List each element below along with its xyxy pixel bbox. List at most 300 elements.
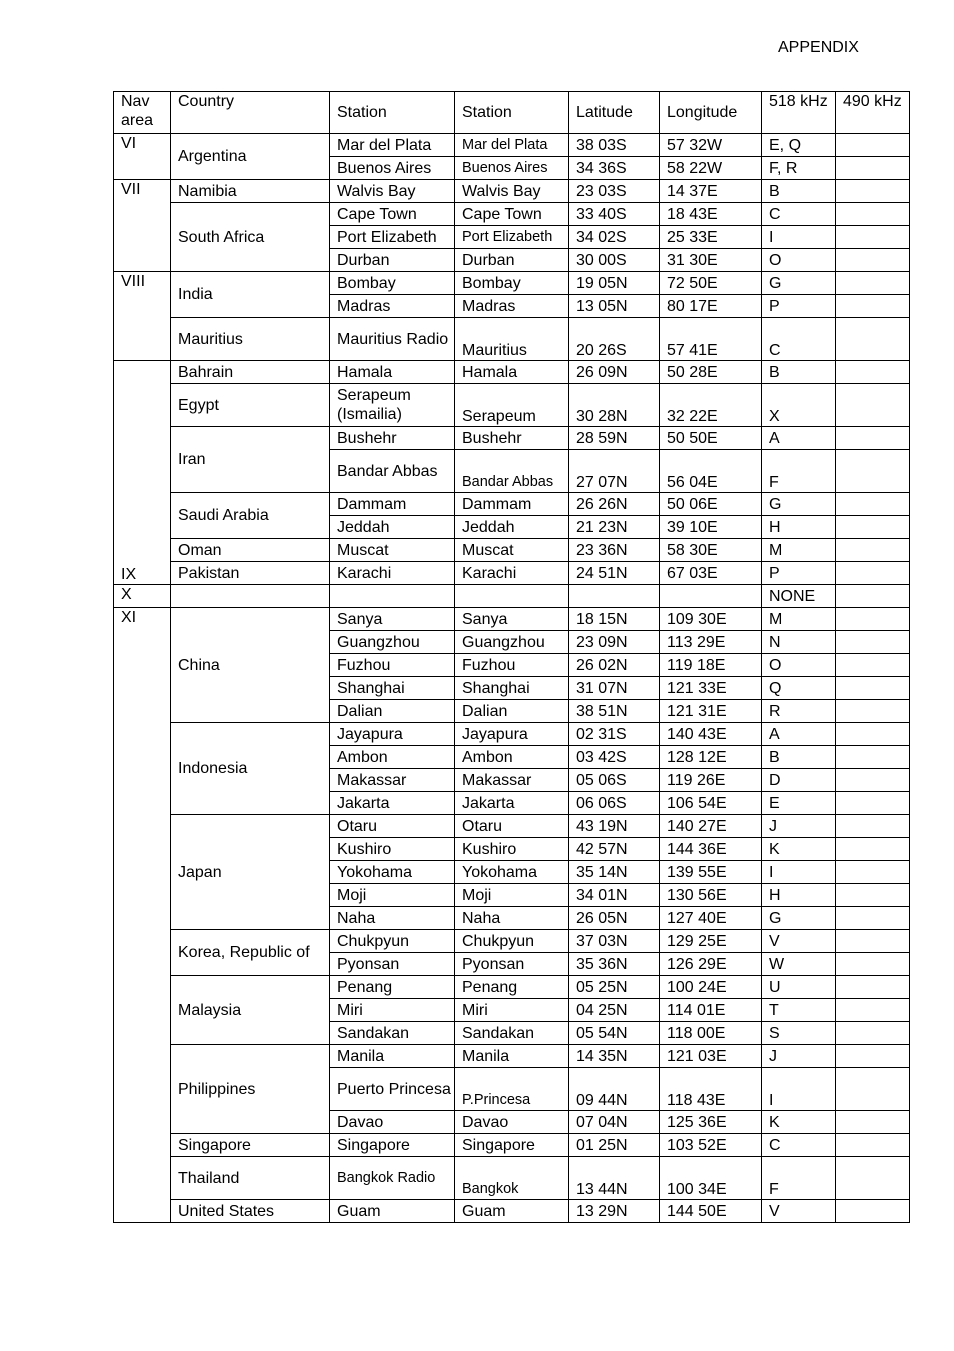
khz518-cell: F [762, 1157, 836, 1200]
latitude-cell: 05 54N [569, 1022, 660, 1045]
station-cell: Fuzhou [330, 654, 455, 677]
station-cell: Mar del Plata [330, 134, 455, 157]
khz490-cell [836, 427, 910, 450]
table-row [114, 427, 910, 450]
station-short-cell: Penang [455, 976, 569, 999]
khz518-cell: S [762, 1022, 836, 1045]
latitude-cell: 14 35N [569, 1045, 660, 1068]
station-cell: Dammam [330, 493, 455, 516]
longitude-cell: 144 50E [660, 1200, 762, 1223]
longitude-cell: 103 52E [660, 1134, 762, 1157]
station-short-cell: Shanghai [455, 677, 569, 700]
table-row [114, 562, 910, 585]
longitude-cell: 140 43E [660, 723, 762, 746]
khz490-cell [836, 792, 910, 815]
latitude-cell: 35 36N [569, 953, 660, 976]
navtex-station-table [113, 91, 910, 1223]
country-cell: Philippines [171, 1045, 330, 1134]
nav-area-cell: XI [114, 608, 171, 1223]
table-row [114, 272, 910, 295]
station-short-cell: Pyonsan [455, 953, 569, 976]
station-short-cell: Otaru [455, 815, 569, 838]
latitude-cell: 30 28N [569, 384, 660, 427]
column-header-khz518: 518 kHz [762, 92, 836, 134]
khz518-cell: X [762, 384, 836, 427]
table-row [114, 976, 910, 999]
latitude-cell: 26 26N [569, 493, 660, 516]
station-cell: Jayapura [330, 723, 455, 746]
khz518-cell: O [762, 249, 836, 272]
khz490-cell [836, 226, 910, 249]
khz518-cell: A [762, 427, 836, 450]
station-short-cell: Muscat [455, 539, 569, 562]
khz518-cell: E [762, 792, 836, 815]
latitude-cell: 06 06S [569, 792, 660, 815]
latitude-cell: 38 03S [569, 134, 660, 157]
table-row [114, 723, 910, 746]
table-row [114, 134, 910, 157]
khz518-cell: G [762, 907, 836, 930]
latitude-cell: 35 14N [569, 861, 660, 884]
longitude-cell: 119 26E [660, 769, 762, 792]
station-short-cell: Hamala [455, 361, 569, 384]
station-short-cell: Serapeum [455, 384, 569, 427]
station-short-cell: Dalian [455, 700, 569, 723]
khz490-cell [836, 976, 910, 999]
station-short-cell: Madras [455, 295, 569, 318]
empty-cell [171, 585, 330, 608]
station-cell: Sanya [330, 608, 455, 631]
table-row [114, 318, 910, 361]
nav-area-cell: X [114, 585, 171, 608]
khz490-cell [836, 134, 910, 157]
country-cell: Namibia [171, 180, 330, 203]
khz518-cell: M [762, 608, 836, 631]
khz490-cell [836, 700, 910, 723]
khz518-cell: P [762, 295, 836, 318]
empty-cell [569, 585, 660, 608]
khz518-cell: J [762, 815, 836, 838]
latitude-cell: 34 02S [569, 226, 660, 249]
khz490-cell [836, 1134, 910, 1157]
longitude-cell: 58 22W [660, 157, 762, 180]
station-short-cell: Jeddah [455, 516, 569, 539]
station-short-cell: Walvis Bay [455, 180, 569, 203]
column-header-station1: Station [330, 92, 455, 134]
column-header-nav-area: Nav area [114, 92, 171, 134]
khz490-cell [836, 1022, 910, 1045]
longitude-cell: 50 06E [660, 493, 762, 516]
khz518-cell: NONE [762, 585, 836, 608]
station-short-cell: Naha [455, 907, 569, 930]
khz490-cell [836, 539, 910, 562]
empty-cell [455, 585, 569, 608]
longitude-cell: 18 43E [660, 203, 762, 226]
longitude-cell: 130 56E [660, 884, 762, 907]
khz490-cell [836, 361, 910, 384]
longitude-cell: 50 50E [660, 427, 762, 450]
latitude-cell: 26 02N [569, 654, 660, 677]
latitude-cell: 01 25N [569, 1134, 660, 1157]
khz490-cell [836, 295, 910, 318]
station-short-cell: Sandakan [455, 1022, 569, 1045]
station-cell: Shanghai [330, 677, 455, 700]
station-short-cell: Davao [455, 1111, 569, 1134]
column-header-station2: Station [455, 92, 569, 134]
khz490-cell [836, 746, 910, 769]
station-cell: Bushehr [330, 427, 455, 450]
country-cell: Malaysia [171, 976, 330, 1045]
latitude-cell: 20 26S [569, 318, 660, 361]
longitude-cell: 140 27E [660, 815, 762, 838]
longitude-cell: 126 29E [660, 953, 762, 976]
khz518-cell: T [762, 999, 836, 1022]
table-row [114, 815, 910, 838]
longitude-cell: 39 10E [660, 516, 762, 539]
khz518-cell: K [762, 1111, 836, 1134]
country-cell: India [171, 272, 330, 318]
longitude-cell: 113 29E [660, 631, 762, 654]
table-row [114, 1200, 910, 1223]
longitude-cell: 106 54E [660, 792, 762, 815]
khz490-cell [836, 562, 910, 585]
latitude-cell: 42 57N [569, 838, 660, 861]
country-cell: Indonesia [171, 723, 330, 815]
latitude-cell: 13 29N [569, 1200, 660, 1223]
khz490-cell [836, 608, 910, 631]
khz490-cell [836, 1045, 910, 1068]
station-cell: Kushiro [330, 838, 455, 861]
khz490-cell [836, 249, 910, 272]
station-cell: Singapore [330, 1134, 455, 1157]
latitude-cell: 28 59N [569, 427, 660, 450]
station-short-cell: Yokohama [455, 861, 569, 884]
longitude-cell: 58 30E [660, 539, 762, 562]
longitude-cell: 100 24E [660, 976, 762, 999]
station-short-cell: Jakarta [455, 792, 569, 815]
station-short-cell: Durban [455, 249, 569, 272]
khz490-cell [836, 272, 910, 295]
khz518-cell: R [762, 700, 836, 723]
table-row [114, 384, 910, 427]
longitude-cell: 72 50E [660, 272, 762, 295]
khz518-cell: C [762, 1134, 836, 1157]
table-row [114, 1134, 910, 1157]
khz518-cell: N [762, 631, 836, 654]
latitude-cell: 19 05N [569, 272, 660, 295]
nav-area-cell: VII [114, 180, 171, 272]
station-cell: Pyonsan [330, 953, 455, 976]
khz518-cell: F [762, 450, 836, 493]
station-cell: Yokohama [330, 861, 455, 884]
station-cell: Buenos Aires [330, 157, 455, 180]
station-cell: Dalian [330, 700, 455, 723]
latitude-cell: 24 51N [569, 562, 660, 585]
khz490-cell [836, 769, 910, 792]
station-cell: Port Elizabeth [330, 226, 455, 249]
station-short-cell: Fuzhou [455, 654, 569, 677]
country-cell: South Africa [171, 203, 330, 272]
country-cell: United States [171, 1200, 330, 1223]
table-header-row [114, 92, 910, 134]
khz490-cell [836, 884, 910, 907]
khz518-cell: J [762, 1045, 836, 1068]
table-row [114, 608, 910, 631]
station-short-cell: Bombay [455, 272, 569, 295]
station-cell: Bombay [330, 272, 455, 295]
country-cell: Thailand [171, 1157, 330, 1200]
khz490-cell [836, 723, 910, 746]
station-cell: Jeddah [330, 516, 455, 539]
station-cell: Miri [330, 999, 455, 1022]
station-cell: Serapeum (Ismailia) [330, 384, 455, 427]
station-short-cell: Dammam [455, 493, 569, 516]
longitude-cell: 100 34E [660, 1157, 762, 1200]
station-short-cell: Guam [455, 1200, 569, 1223]
latitude-cell: 43 19N [569, 815, 660, 838]
station-short-cell: Guangzhou [455, 631, 569, 654]
khz490-cell [836, 384, 910, 427]
khz518-cell: I [762, 226, 836, 249]
column-header-country: Country [171, 92, 330, 134]
longitude-cell: 129 25E [660, 930, 762, 953]
khz490-cell [836, 318, 910, 361]
station-cell: Chukpyun [330, 930, 455, 953]
nav-area-cell: VIII [114, 272, 171, 361]
longitude-cell: 128 12E [660, 746, 762, 769]
station-short-cell: Moji [455, 884, 569, 907]
khz490-cell [836, 953, 910, 976]
khz518-cell: B [762, 746, 836, 769]
khz490-cell [836, 930, 910, 953]
station-cell: Karachi [330, 562, 455, 585]
latitude-cell: 34 01N [569, 884, 660, 907]
khz490-cell [836, 493, 910, 516]
khz490-cell [836, 157, 910, 180]
longitude-cell: 57 32W [660, 134, 762, 157]
khz490-cell [836, 1200, 910, 1223]
station-short-cell: Makassar [455, 769, 569, 792]
latitude-cell: 02 31S [569, 723, 660, 746]
khz518-cell: Q [762, 677, 836, 700]
latitude-cell: 07 04N [569, 1111, 660, 1134]
country-cell: China [171, 608, 330, 723]
khz518-cell: G [762, 493, 836, 516]
longitude-cell: 121 33E [660, 677, 762, 700]
latitude-cell: 23 36N [569, 539, 660, 562]
longitude-cell: 118 00E [660, 1022, 762, 1045]
table-row [114, 930, 910, 953]
station-short-cell: Mar del Plata [455, 134, 569, 157]
station-short-cell: Port Elizabeth [455, 226, 569, 249]
station-cell: Bangkok Radio [330, 1157, 455, 1200]
khz490-cell [836, 1068, 910, 1111]
latitude-cell: 09 44N [569, 1068, 660, 1111]
latitude-cell: 37 03N [569, 930, 660, 953]
station-cell: Manila [330, 1045, 455, 1068]
station-cell: Walvis Bay [330, 180, 455, 203]
longitude-cell: 57 41E [660, 318, 762, 361]
nav-area-cell: VI [114, 134, 171, 180]
longitude-cell: 139 55E [660, 861, 762, 884]
column-header-khz490: 490 kHz [836, 92, 910, 134]
country-cell: Mauritius [171, 318, 330, 361]
khz518-cell: C [762, 203, 836, 226]
table-row [114, 493, 910, 516]
station-short-cell: Manila [455, 1045, 569, 1068]
latitude-cell: 21 23N [569, 516, 660, 539]
khz518-cell: A [762, 723, 836, 746]
khz518-cell: O [762, 654, 836, 677]
khz490-cell [836, 907, 910, 930]
latitude-cell: 13 44N [569, 1157, 660, 1200]
khz518-cell: W [762, 953, 836, 976]
station-cell: Durban [330, 249, 455, 272]
khz490-cell [836, 677, 910, 700]
longitude-cell: 118 43E [660, 1068, 762, 1111]
station-cell: Madras [330, 295, 455, 318]
table-row [114, 1157, 910, 1200]
country-cell: Iran [171, 427, 330, 493]
latitude-cell: 23 03S [569, 180, 660, 203]
country-cell: Egypt [171, 384, 330, 427]
khz518-cell: I [762, 1068, 836, 1111]
latitude-cell: 33 40S [569, 203, 660, 226]
country-cell: Bahrain [171, 361, 330, 384]
longitude-cell: 109 30E [660, 608, 762, 631]
station-cell: Ambon [330, 746, 455, 769]
khz518-cell: H [762, 516, 836, 539]
empty-cell [660, 585, 762, 608]
station-short-cell: Buenos Aires [455, 157, 569, 180]
country-cell: Japan [171, 815, 330, 930]
column-header-longitude: Longitude [660, 92, 762, 134]
khz490-cell [836, 631, 910, 654]
empty-cell [330, 585, 455, 608]
khz518-cell: B [762, 361, 836, 384]
khz490-cell [836, 180, 910, 203]
country-cell: Argentina [171, 134, 330, 180]
station-cell: Mauritius Radio [330, 318, 455, 361]
country-cell: Oman [171, 539, 330, 562]
station-cell: Moji [330, 884, 455, 907]
khz518-cell: V [762, 1200, 836, 1223]
latitude-cell: 38 51N [569, 700, 660, 723]
column-header-latitude: Latitude [569, 92, 660, 134]
station-short-cell: Cape Town [455, 203, 569, 226]
latitude-cell: 05 06S [569, 769, 660, 792]
khz518-cell: M [762, 539, 836, 562]
khz490-cell [836, 450, 910, 493]
khz490-cell [836, 654, 910, 677]
longitude-cell: 25 33E [660, 226, 762, 249]
station-cell: Guangzhou [330, 631, 455, 654]
table-row [114, 180, 910, 203]
station-short-cell: Bangkok [455, 1157, 569, 1200]
station-short-cell: Mauritius [455, 318, 569, 361]
khz518-cell: D [762, 769, 836, 792]
khz518-cell: U [762, 976, 836, 999]
station-short-cell: Ambon [455, 746, 569, 769]
khz490-cell [836, 516, 910, 539]
longitude-cell: 125 36E [660, 1111, 762, 1134]
table-row [114, 361, 910, 384]
longitude-cell: 14 37E [660, 180, 762, 203]
khz518-cell: I [762, 861, 836, 884]
khz518-cell: C [762, 318, 836, 361]
station-short-cell: Singapore [455, 1134, 569, 1157]
country-cell: Saudi Arabia [171, 493, 330, 539]
country-cell: Korea, Republic of [171, 930, 330, 976]
station-cell: Otaru [330, 815, 455, 838]
longitude-cell: 121 31E [660, 700, 762, 723]
longitude-cell: 80 17E [660, 295, 762, 318]
station-short-cell: P.Princesa [455, 1068, 569, 1111]
latitude-cell: 26 09N [569, 361, 660, 384]
latitude-cell: 03 42S [569, 746, 660, 769]
station-cell: Jakarta [330, 792, 455, 815]
country-cell: Singapore [171, 1134, 330, 1157]
latitude-cell: 18 15N [569, 608, 660, 631]
latitude-cell: 26 05N [569, 907, 660, 930]
station-cell: Guam [330, 1200, 455, 1223]
longitude-cell: 114 01E [660, 999, 762, 1022]
page-header: APPENDIX [778, 39, 859, 56]
station-cell: Penang [330, 976, 455, 999]
khz490-cell [836, 815, 910, 838]
station-short-cell: Bushehr [455, 427, 569, 450]
station-short-cell: Bandar Abbas [455, 450, 569, 493]
longitude-cell: 50 28E [660, 361, 762, 384]
longitude-cell: 56 04E [660, 450, 762, 493]
station-cell: Sandakan [330, 1022, 455, 1045]
khz518-cell: P [762, 562, 836, 585]
station-cell: Muscat [330, 539, 455, 562]
khz490-cell [836, 585, 910, 608]
khz518-cell: G [762, 272, 836, 295]
latitude-cell: 27 07N [569, 450, 660, 493]
longitude-cell: 144 36E [660, 838, 762, 861]
longitude-cell: 119 18E [660, 654, 762, 677]
latitude-cell: 05 25N [569, 976, 660, 999]
station-cell: Cape Town [330, 203, 455, 226]
khz490-cell [836, 861, 910, 884]
longitude-cell: 31 30E [660, 249, 762, 272]
station-short-cell: Chukpyun [455, 930, 569, 953]
khz490-cell [836, 999, 910, 1022]
station-cell: Naha [330, 907, 455, 930]
khz518-cell: F, R [762, 157, 836, 180]
longitude-cell: 67 03E [660, 562, 762, 585]
longitude-cell: 121 03E [660, 1045, 762, 1068]
khz518-cell: K [762, 838, 836, 861]
khz518-cell: E, Q [762, 134, 836, 157]
latitude-cell: 30 00S [569, 249, 660, 272]
longitude-cell: 127 40E [660, 907, 762, 930]
table-row [114, 203, 910, 226]
station-short-cell: Kushiro [455, 838, 569, 861]
latitude-cell: 34 36S [569, 157, 660, 180]
station-short-cell: Karachi [455, 562, 569, 585]
longitude-cell: 32 22E [660, 384, 762, 427]
khz490-cell [836, 1157, 910, 1200]
nav-area-cell: IX [114, 361, 171, 585]
khz518-cell: V [762, 930, 836, 953]
khz490-cell [836, 203, 910, 226]
station-cell: Davao [330, 1111, 455, 1134]
table-row [114, 1045, 910, 1068]
station-cell: Hamala [330, 361, 455, 384]
